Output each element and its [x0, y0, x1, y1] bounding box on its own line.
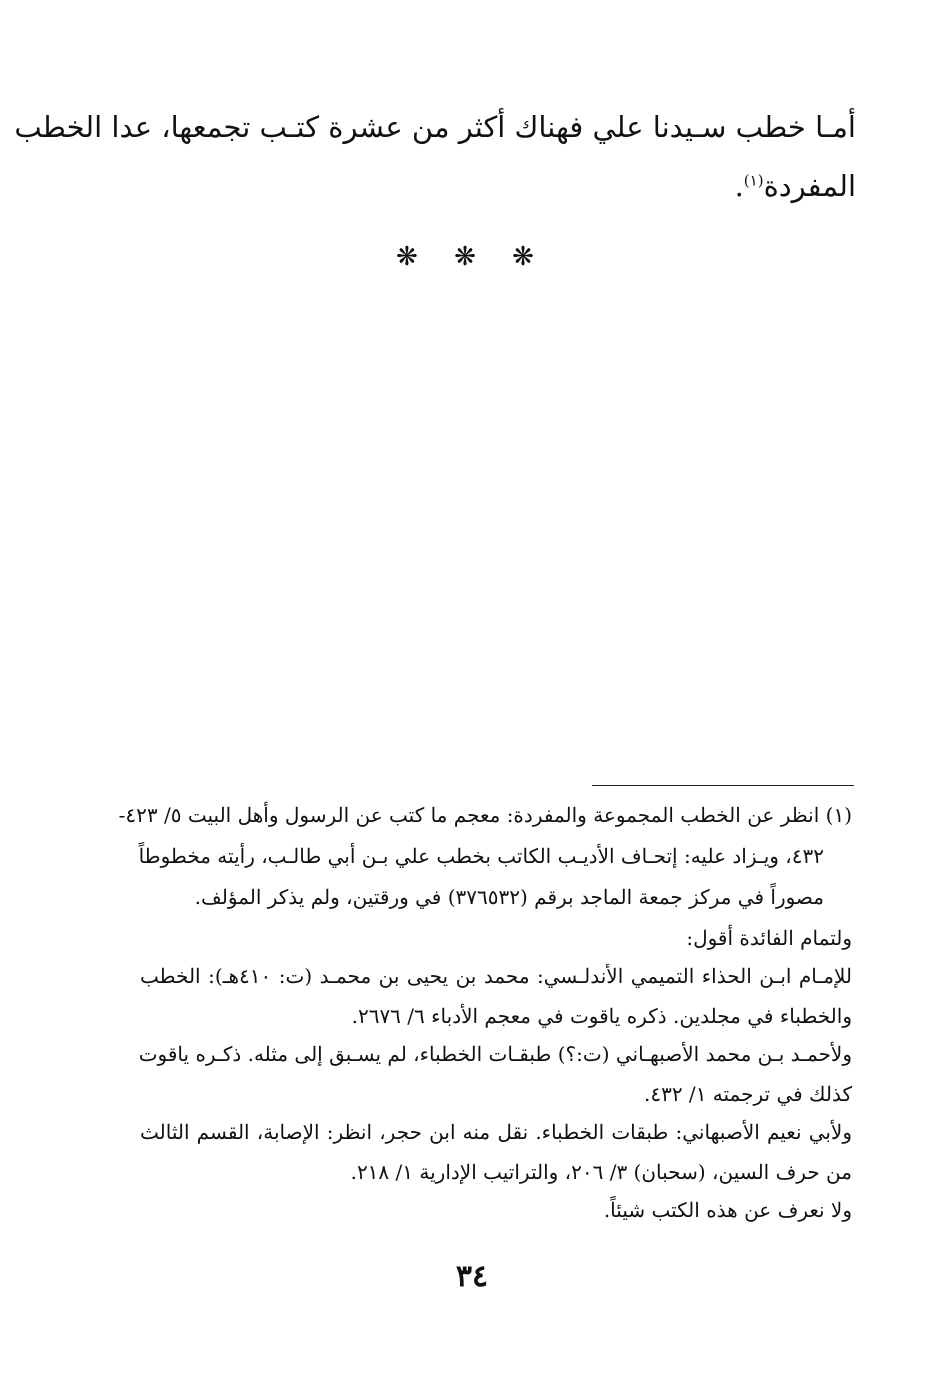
footnote-line-9: ولأبي نعيم الأصبهاني: طبقات الخطباء. نقل منه ابن حجر، انظر: الإصابة، القسم الثالث — [140, 1120, 852, 1144]
body-text-line-2 — [140, 169, 856, 203]
page-number: ٣٤ — [455, 1259, 489, 1294]
footnote-reference[interactable]: (١) — [743, 171, 764, 190]
body-text-line-2-content: المفردة — [763, 169, 856, 203]
footnote-line-5: للإمـام ابـن الحذاء التميمي الأندلـسي: محمد بن يحيى بن محمـد (ت: ٤١٠هـ): الخطب — [140, 964, 852, 988]
footnote-line-2: ٤٣٢، ويـزاد عليه: إتحـاف الأديـب الكاتب بخطب علي بـن أبي طالـب، رأيته مخطوطاً — [138, 844, 824, 868]
footnote-line-11: ولا نعرف عن هذه الكتب شيئاً. — [603, 1198, 852, 1222]
footnote-line-8: كذلك في ترجمته ١/ ٤٣٢. — [643, 1082, 852, 1106]
body-text-line-2-end: . — [734, 169, 744, 203]
footnote-line-4: ولتمام الفائدة أقول: — [686, 926, 852, 950]
footnote-line-3: مصوراً في مركز جمعة الماجد برقم (٣٧٦٥٣٢) في ورقتين، ولم يذكر المؤلف. — [194, 885, 824, 909]
footnote-line-7: ولأحمـد بـن محمد الأصبهـاني (ت:؟) طبقـات الخطباء، لم يسـبق إلى مثله. ذكـره ياقوت — [138, 1042, 852, 1066]
body-text-line-1: أمـا خطب سـيدنا علي فهناك أكثر من عشرة كتـب تجمعها، عدا الخطب — [14, 110, 856, 144]
footnote-divider — [592, 785, 854, 786]
footnote-line-10: من حرف السين، (سحبان) ٣/ ٢٠٦، والتراتيب الإدارية ١/ ٢١٨. — [350, 1160, 852, 1184]
footnote-line-1: (١) انظر عن الخطب المجموعة والمفردة: معجم ما كتب عن الرسول وأهل البيت ٥/ ٤٢٣- — [118, 803, 852, 827]
section-separator-asterisks: ❋ ❋ ❋ — [396, 242, 548, 272]
footnote-line-6: والخطباء في مجلدين. ذكره ياقوت في معجم الأدباء ٦/ ٢٦٧٦. — [351, 1004, 852, 1028]
